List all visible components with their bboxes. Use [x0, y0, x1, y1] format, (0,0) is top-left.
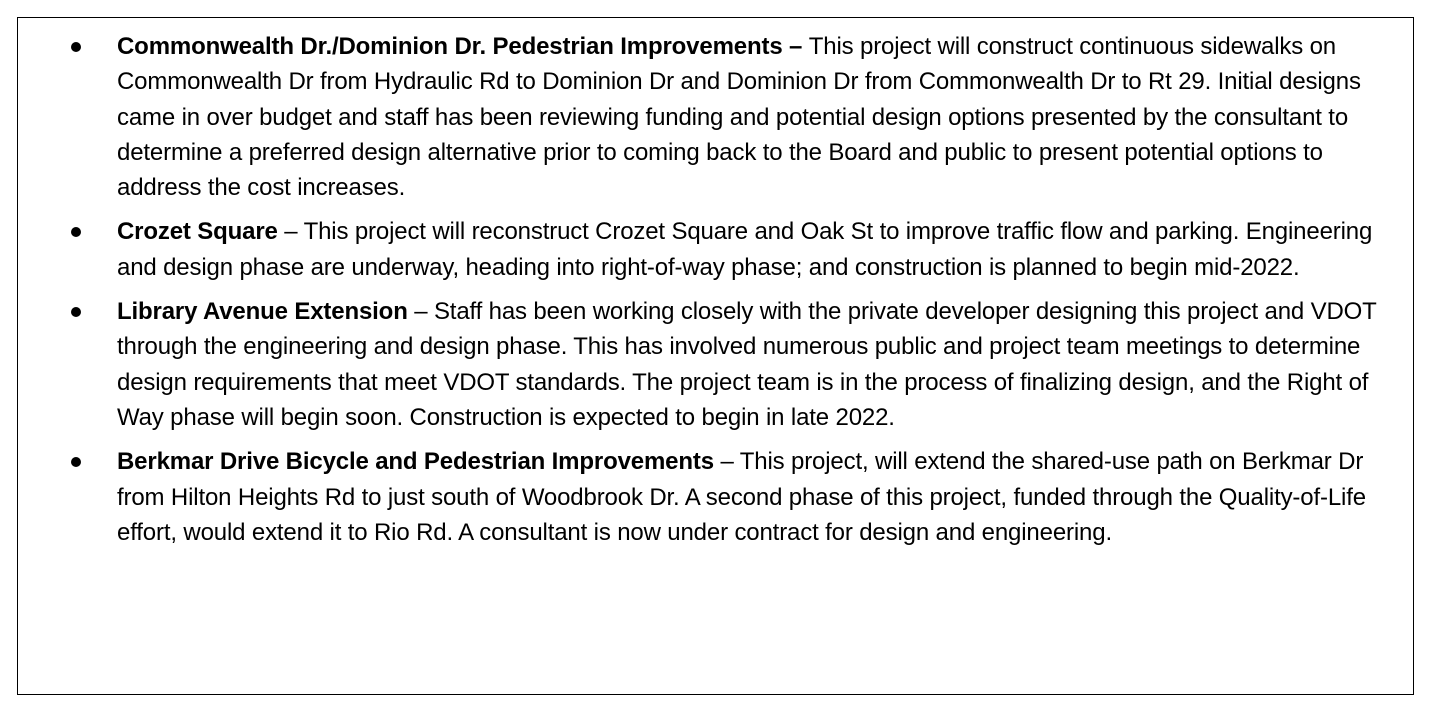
- bullet-item-crozet-square: [18, 214, 1413, 285]
- document-frame: [17, 17, 1414, 695]
- bullet-dot-icon: [71, 307, 81, 317]
- bullet-dot-icon: [71, 227, 81, 237]
- bullet-item-berkmar-drive: [18, 444, 1413, 550]
- bullet-dot-icon: [71, 457, 81, 467]
- item-title: Berkmar Drive Bicycle and Pedestrian Improvements: [117, 448, 714, 476]
- item-description: This project will reconstruct Crozet Square and Oak St to improve traffic flow and parking. Engineering and design phase are underway, heading into right-of-way phase; and construction is planned to begin mid-2022.: [117, 218, 1373, 281]
- item-description: This project, will extend the shared-use path on Berkmar Dr from Hilton Heights Rd to just south of Woodbrook Dr. A second phase of this project, funded through the Quality-of-Life effort, would extend it to Rio Rd. A consultant is now under contract for design and engineering.: [117, 448, 1366, 546]
- item-title: Library Avenue Extension: [117, 298, 408, 326]
- bullet-item-commonwealth-dominion: [18, 29, 1413, 205]
- item-separator: –: [713, 448, 740, 476]
- item-title: Crozet Square: [117, 218, 278, 246]
- item-description: Staff has been working closely with the private developer designing this project and VDOT through the engineering and design phase. This has involved numerous public and project team meetings to determine design requirements that meet VDOT standards. The project team is in the process of finalizing design, and the Right of Way phase will begin soon. Construction is expected to begin in late 2022.: [117, 298, 1377, 431]
- item-description: This project will construct continuous sidewalks on Commonwealth Dr from Hydraulic Rd to Dominion Dr and Dominion Dr from Commonwealth Dr to Rt 29. Initial designs came in over budget and staff has been reviewing funding and potential design options presented by the consultant to determine a preferred design alternative prior to coming back to the Board and public to present potential options to address the cost increases.: [117, 33, 1361, 202]
- item-separator: –: [277, 218, 304, 246]
- bullet-item-library-avenue: [18, 294, 1413, 435]
- bullet-dot-icon: [71, 42, 81, 52]
- project-bullet-list: [18, 29, 1413, 559]
- item-title: Commonwealth Dr./Dominion Dr. Pedestrian Improvements: [117, 33, 783, 60]
- item-separator: –: [782, 33, 809, 60]
- item-separator: –: [407, 298, 434, 326]
